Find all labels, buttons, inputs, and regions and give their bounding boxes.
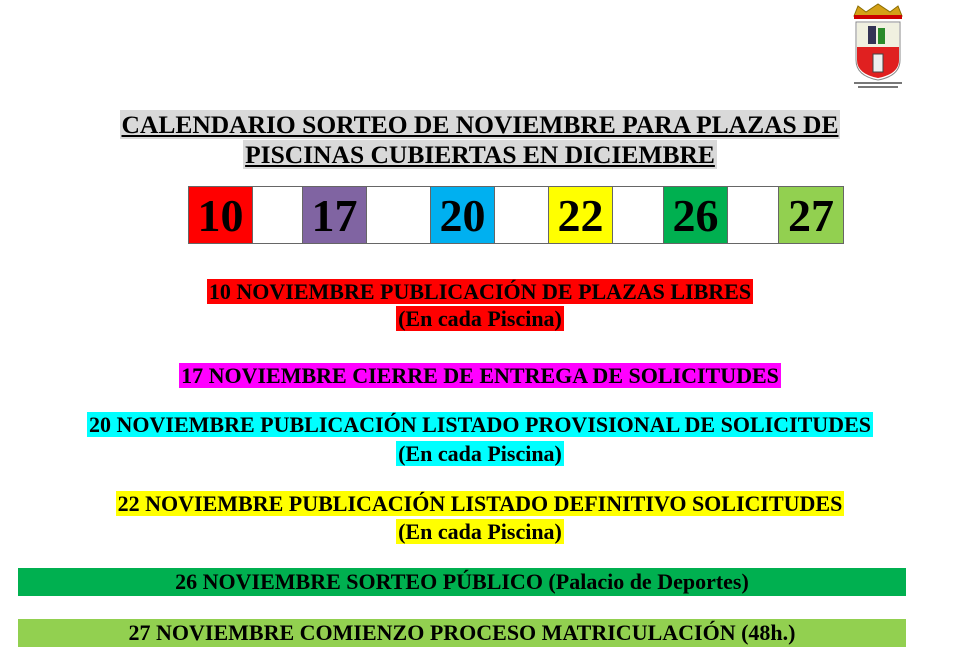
event-subtext: (En cada Piscina) (398, 519, 562, 544)
date-cell-27: 27 (779, 187, 843, 243)
event-subtext: (En cada Piscina) (398, 441, 562, 466)
title-line-1 (0, 110, 960, 140)
spacer-cell (253, 187, 303, 243)
date-cell-22: 22 (549, 187, 613, 243)
event-text: 17 NOVIEMBRE CIERRE DE ENTREGA DE SOLICITUDES (181, 363, 779, 388)
spacer-cell (495, 187, 549, 243)
date-cell-20: 20 (431, 187, 495, 243)
date-cell-26: 26 (664, 187, 728, 243)
event-text: 10 NOVIEMBRE PUBLICACIÓN DE PLAZAS LIBRES (208, 279, 752, 304)
event-20 (0, 411, 960, 438)
title-line-2 (0, 140, 960, 170)
event-text: 22 NOVIEMBRE PUBLICACIÓN LISTADO DEFINITIVO SOLICITUDES (117, 491, 843, 516)
title-text: PISCINAS CUBIERTAS EN DICIEMBRE (245, 140, 715, 169)
date-cell-17: 17 (303, 187, 367, 243)
event-17 (0, 362, 960, 389)
spacer-cell (367, 187, 431, 243)
date-cell-10: 10 (189, 187, 253, 243)
event-text: 20 NOVIEMBRE PUBLICACIÓN LISTADO PROVISIONAL DE SOLICITUDES (89, 412, 871, 437)
date-strip (188, 186, 844, 244)
title-text: CALENDARIO SORTEO DE NOVIEMBRE PARA PLAZAS DE (121, 110, 839, 139)
spacer-cell (613, 187, 664, 243)
event-22-sub (0, 518, 960, 545)
spacer-cell (728, 187, 779, 243)
event-22 (0, 490, 960, 517)
event-26: 26 NOVIEMBRE SORTEO PÚBLICO (Palacio de Deportes) (18, 568, 906, 596)
event-subtext: (En cada Piscina) (398, 306, 562, 331)
event-10 (0, 278, 960, 305)
event-20-sub (0, 440, 960, 467)
event-27: 27 NOVIEMBRE COMIENZO PROCESO MATRICULACIÓN (48h.) (18, 619, 906, 647)
coat-of-arms-logo (848, 2, 908, 90)
event-10-sub (0, 305, 960, 332)
